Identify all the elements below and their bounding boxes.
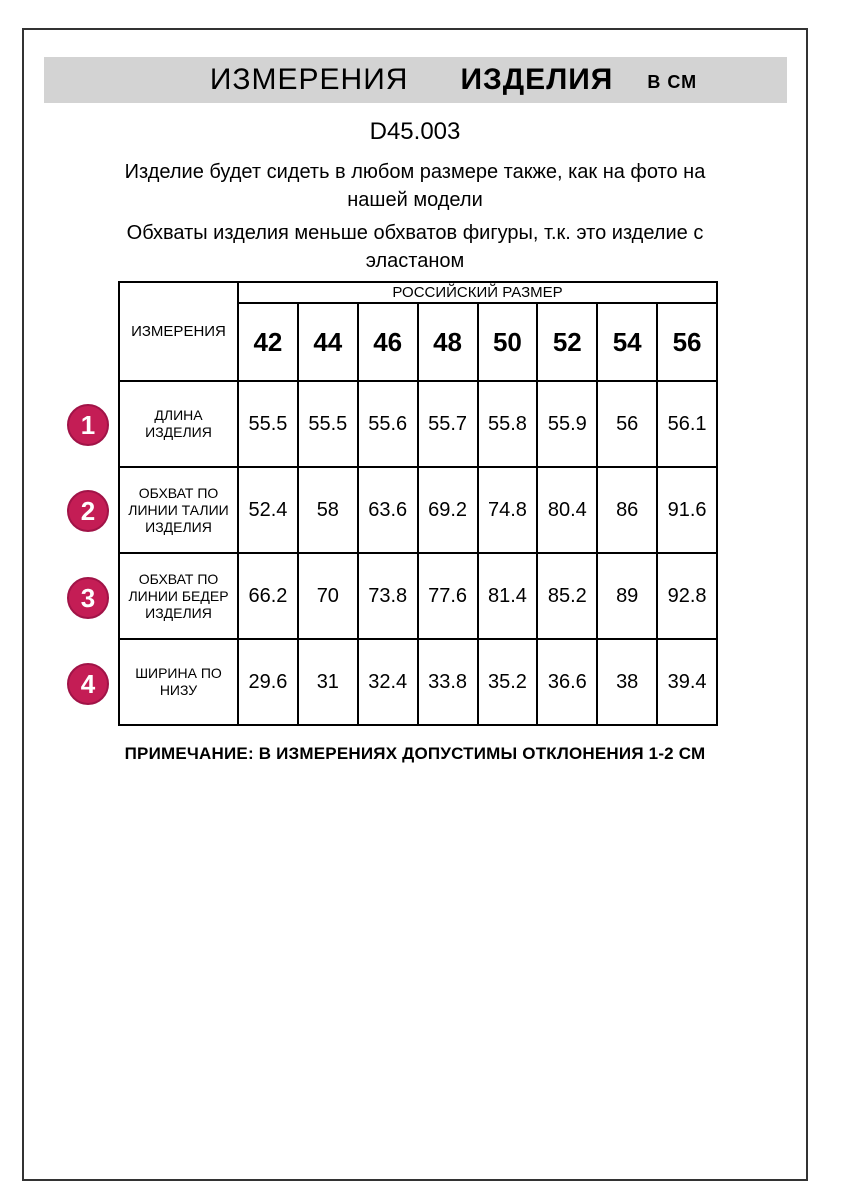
measurement-value: 77.6 (418, 553, 478, 639)
measurement-value: 38 (597, 639, 657, 725)
measurement-value: 55.5 (298, 381, 358, 467)
size-column-header: 48 (418, 303, 478, 381)
measurement-value: 89 (597, 553, 657, 639)
size-column-header: 44 (298, 303, 358, 381)
measurement-value: 91.6 (657, 467, 717, 553)
measurement-value: 31 (298, 639, 358, 725)
row-number-badge: 3 (67, 577, 109, 619)
table-row-hips (119, 553, 717, 639)
measurement-value: 52.4 (238, 467, 298, 553)
title-product: ИЗДЕЛИЯ (460, 63, 614, 96)
measurement-value: 70 (298, 553, 358, 639)
row-number-badge: 1 (67, 404, 109, 446)
table-row-bottom-width (119, 639, 717, 725)
measurement-value: 86 (597, 467, 657, 553)
size-column-header: 50 (478, 303, 538, 381)
measurement-value: 39.4 (657, 639, 717, 725)
row-number-badge: 2 (67, 490, 109, 532)
measurement-value: 85.2 (537, 553, 597, 639)
table-row-waist (119, 467, 717, 553)
row-label: ОБХВАТ ПО ЛИНИИ ТАЛИИ ИЗДЕЛИЯ (119, 467, 238, 553)
measurement-value: 74.8 (478, 467, 538, 553)
measurement-value: 58 (298, 467, 358, 553)
measurement-value: 56.1 (657, 381, 717, 467)
intro-paragraph-elastane: Обхваты изделия меньше обхватов фигуры, т.к. это изделие с эластаном (126, 222, 704, 272)
measurement-value: 55.9 (537, 381, 597, 467)
intro-paragraph-fit: Изделие будет сидеть в любом размере также, как на фото на нашей модели (124, 161, 706, 211)
measurement-value: 36.6 (537, 639, 597, 725)
product-code: D45.003 (369, 118, 461, 145)
measurement-value: 56 (597, 381, 657, 467)
table-group-header-row (119, 282, 717, 303)
measurement-value: 81.4 (478, 553, 538, 639)
measurement-value: 55.8 (478, 381, 538, 467)
measurements-table-region (24, 281, 806, 731)
table-row-length (119, 381, 717, 467)
page-frame (22, 28, 808, 1181)
size-column-header: 46 (358, 303, 418, 381)
title-measurements: ИЗМЕРЕНИЯ (209, 63, 409, 96)
row-number-badge: 4 (67, 663, 109, 705)
measurement-value: 32.4 (358, 639, 418, 725)
row-label: ДЛИНА ИЗДЕЛИЯ (119, 381, 238, 467)
size-column-header: 42 (238, 303, 298, 381)
group-header-russian-size: РОССИЙСКИЙ РАЗМЕР (238, 282, 717, 303)
title-unit: В СМ (647, 71, 698, 92)
measurement-value: 29.6 (238, 639, 298, 725)
measurement-value: 73.8 (358, 553, 418, 639)
size-column-header: 52 (537, 303, 597, 381)
measurement-value: 92.8 (657, 553, 717, 639)
row-label: ШИРИНА ПО НИЗУ (119, 639, 238, 725)
size-column-header: 56 (657, 303, 717, 381)
measurement-value: 33.8 (418, 639, 478, 725)
measurement-value: 35.2 (478, 639, 538, 725)
measurement-value: 55.5 (238, 381, 298, 467)
size-column-header: 54 (597, 303, 657, 381)
tolerance-note: ПРИМЕЧАНИЕ: В ИЗМЕРЕНИЯХ ДОПУСТИМЫ ОТКЛОНЕНИЯ 1-2 СМ (124, 744, 706, 763)
title-banner (44, 57, 787, 103)
measurement-value: 55.6 (358, 381, 418, 467)
measurement-value: 69.2 (418, 467, 478, 553)
corner-header: ИЗМЕРЕНИЯ (119, 282, 238, 381)
size-table (118, 281, 718, 726)
measurement-value: 55.7 (418, 381, 478, 467)
measurement-value: 80.4 (537, 467, 597, 553)
row-label: ОБХВАТ ПО ЛИНИИ БЕДЕР ИЗДЕЛИЯ (119, 553, 238, 639)
measurement-value: 66.2 (238, 553, 298, 639)
measurement-value: 63.6 (358, 467, 418, 553)
